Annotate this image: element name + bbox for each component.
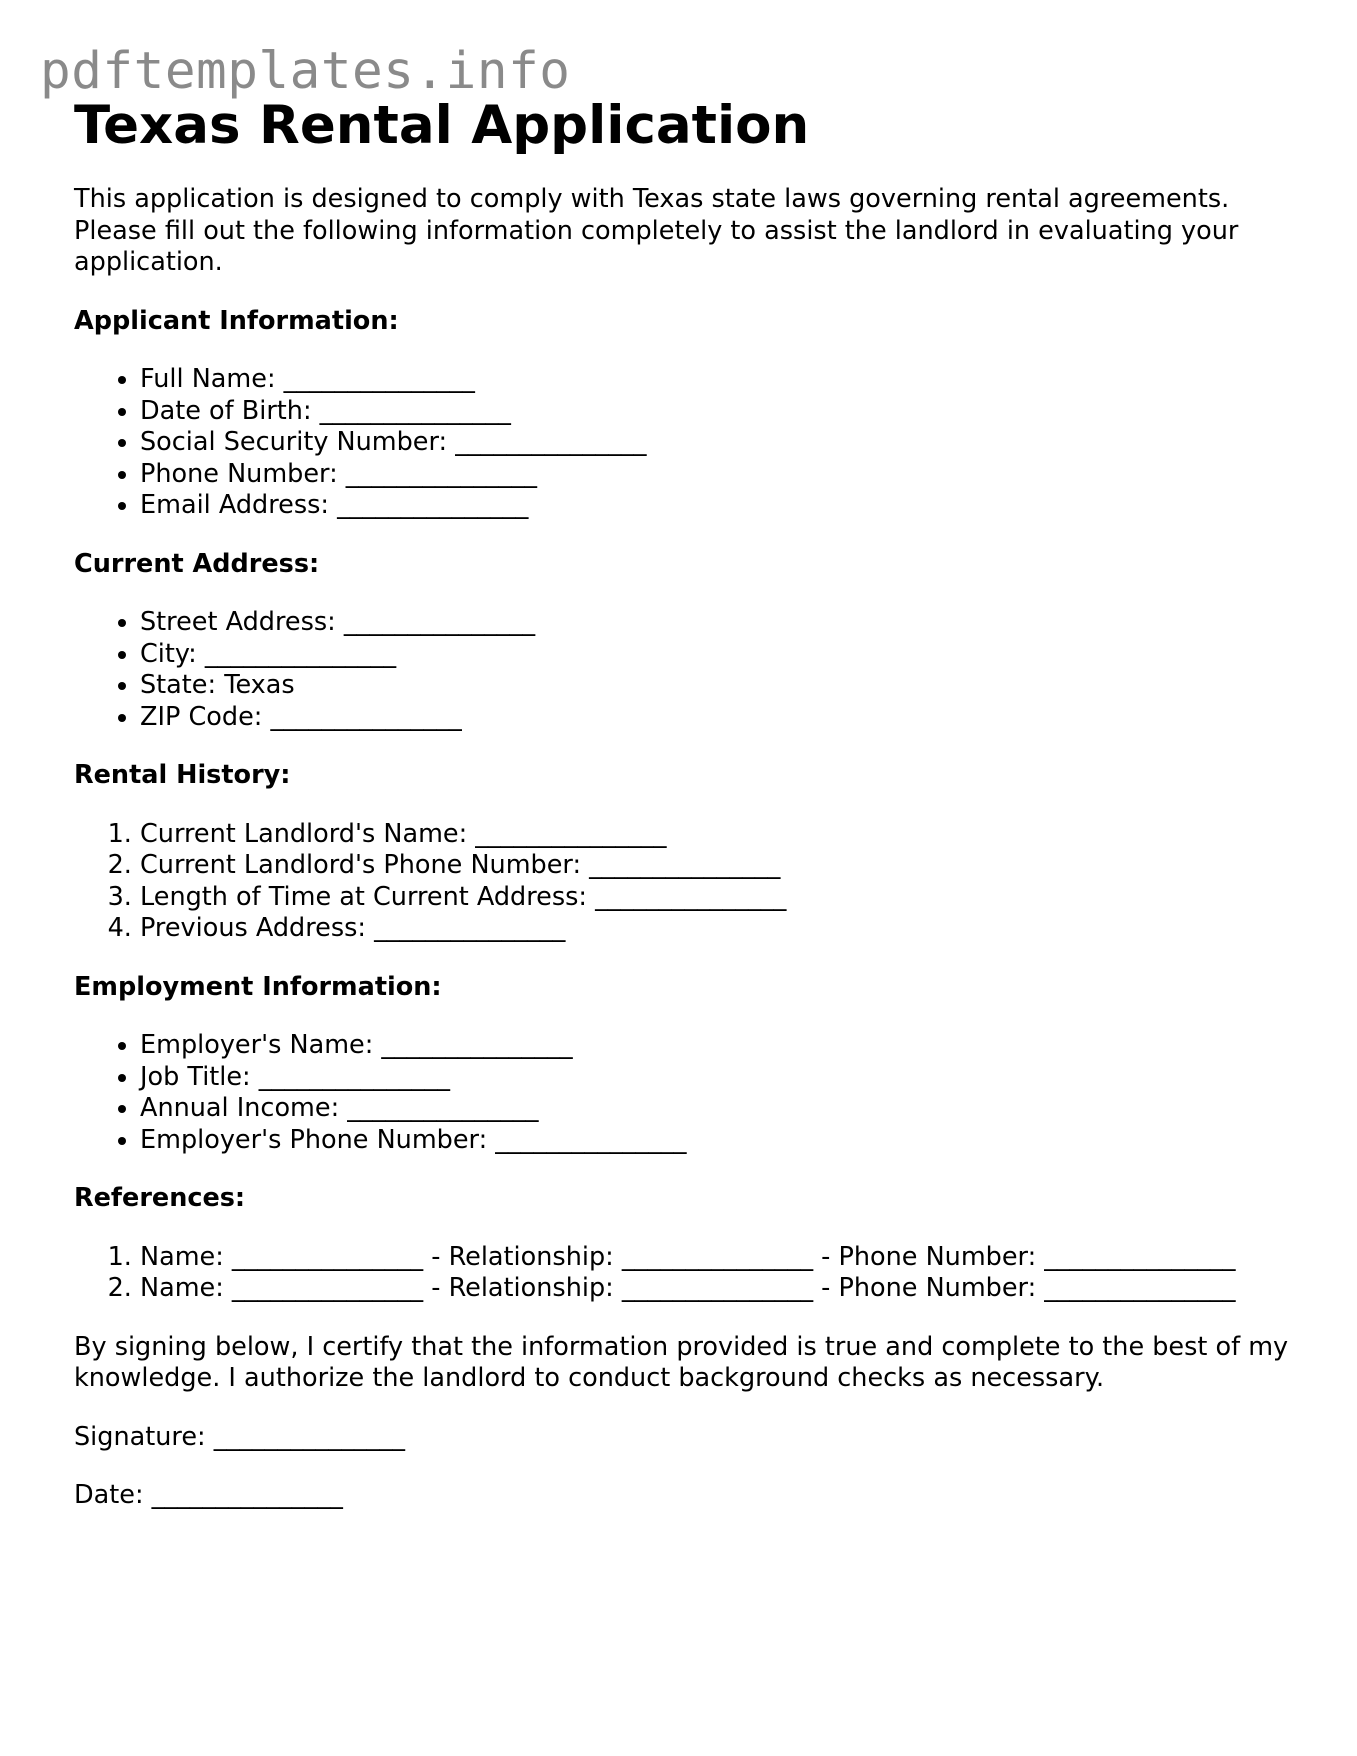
zip-code-field[interactable]: • ZIP Code: _______________ [140,702,1304,734]
watermark: pdftemplates.info [40,42,571,101]
references-list [74,1242,1304,1305]
street-address-field[interactable]: • Street Address: _______________ [140,607,1304,639]
landlord-phone-field[interactable]: 2. Current Landlord's Phone Number: _______________ [140,850,1304,882]
state-field: • State: Texas [140,670,1304,702]
employment-heading: Employment Information: [74,971,442,1002]
signature-field[interactable]: Signature: _______________ [74,1421,405,1452]
current-address-list [74,607,1304,733]
ssn-field[interactable]: • Social Security Number: _______________ [140,427,1304,459]
annual-income-field[interactable]: • Annual Income: _______________ [140,1093,1304,1125]
rental-history-heading: Rental History: [74,760,291,790]
reference-2-field[interactable]: 2. Name: _______________ - Relationship: _______________ - Phone Number: _______________ [140,1273,1304,1305]
applicant-heading: Applicant Information: [74,305,399,336]
applicant-list [74,364,1304,522]
current-address-heading: Current Address: [74,548,320,579]
intro-paragraph: This application is designed to comply with Texas state laws governing rental agreements. Please fill out the following information completely to assist the landlord in evaluating your application. [74,184,1239,277]
landlord-name-field[interactable]: 1. Current Landlord's Name: _______________ [140,819,1304,851]
certification-paragraph: By signing below, I certify that the information provided is true and complete to the best of my knowledge. I authorize the landlord to conduct background checks as necessary. [74,1331,1289,1393]
date-of-birth-field[interactable]: • Date of Birth: _______________ [140,396,1304,428]
employer-phone-field[interactable]: • Employer's Phone Number: _______________ [140,1125,1304,1157]
page-title: Texas Rental Application [74,95,810,156]
employment-list [74,1030,1304,1156]
references-heading: References: [74,1183,246,1213]
city-field[interactable]: • City: _______________ [140,639,1304,671]
document-body [74,92,1304,1512]
previous-address-field[interactable]: 4. Previous Address: _______________ [140,913,1304,945]
rental-history-list [74,819,1304,945]
date-field[interactable]: Date: _______________ [74,1480,343,1510]
phone-number-field[interactable]: • Phone Number: _______________ [140,459,1304,491]
employer-name-field[interactable]: • Employer's Name: _______________ [140,1030,1304,1062]
email-address-field[interactable]: • Email Address: _______________ [140,490,1304,522]
job-title-field[interactable]: • Job Title: _______________ [140,1062,1304,1094]
full-name-field[interactable]: • Full Name: _______________ [140,364,1304,396]
reference-1-field[interactable]: 1. Name: _______________ - Relationship: _______________ - Phone Number: _______________ [140,1242,1304,1274]
length-of-time-field[interactable]: 3. Length of Time at Current Address: _______________ [140,882,1304,914]
